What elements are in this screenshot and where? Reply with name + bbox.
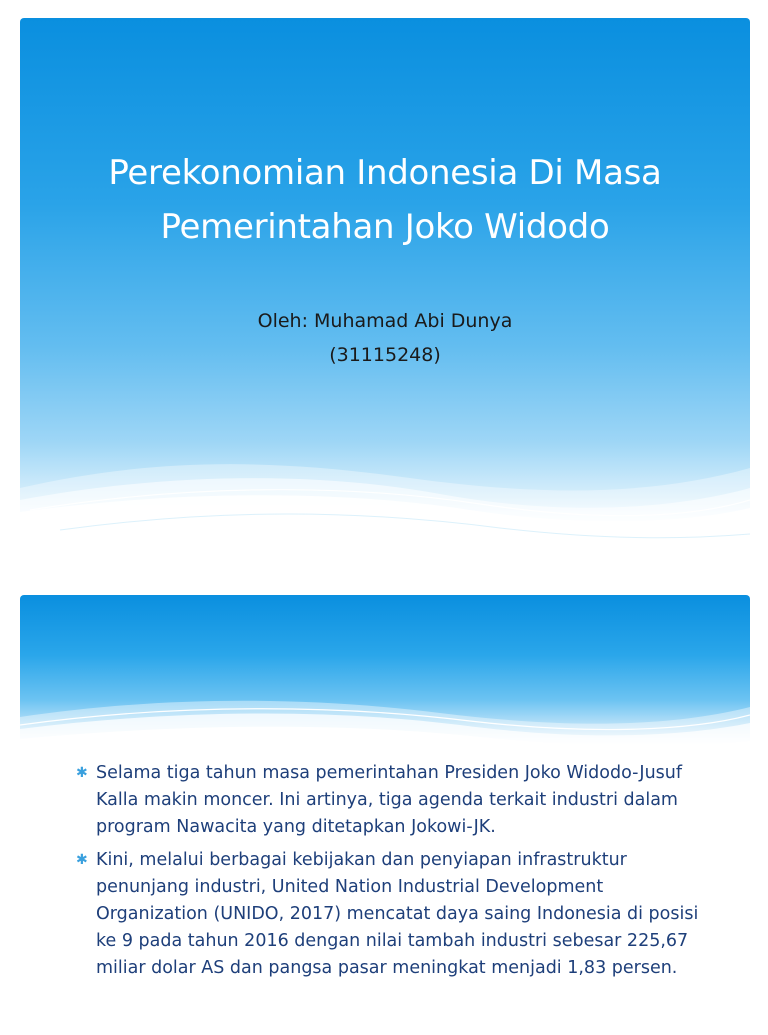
slide-title [20,146,750,254]
author-line: Oleh: Muhamad Abi Dunya [257,310,513,332]
slide-subtitle [20,304,750,372]
slide-title-line: Perekonomian Indonesia Di Masa [108,153,662,193]
list-item [76,847,706,982]
bullet-text: Selama tiga tahun masa pemerintahan Presiden Joko Widodo-Jusuf Kalla makin moncer. Ini artinya, tiga agenda terkait industri dalam program Nawacita yang ditetapkan Jokowi-JK. [96,763,683,837]
asterisk-icon: ✱ [76,852,88,868]
wave-decoration [20,687,750,757]
bullet-text: Kini, melalui berbagai kebijakan dan penyiapan infrastruktur penunjang industri, United Nation Industrial Development Organization (UNIDO, 2017) mencatat daya saing Indonesia di posisi ke 9 pada tahun 2016 dengan nilai tambah industri sebesar 225,67 miliar dolar AS dan pangsa pasar meningkat menjadi 1,83 persen. [96,850,699,978]
title-slide [20,18,750,548]
slide-title-line: Pemerintahan Joko Widodo [160,207,610,247]
bullet-list [76,760,706,988]
wave-decoration [20,438,750,548]
asterisk-icon: ✱ [76,765,88,781]
list-item [76,760,706,841]
content-slide [20,595,750,1035]
student-id-line: (31115248) [329,344,441,366]
